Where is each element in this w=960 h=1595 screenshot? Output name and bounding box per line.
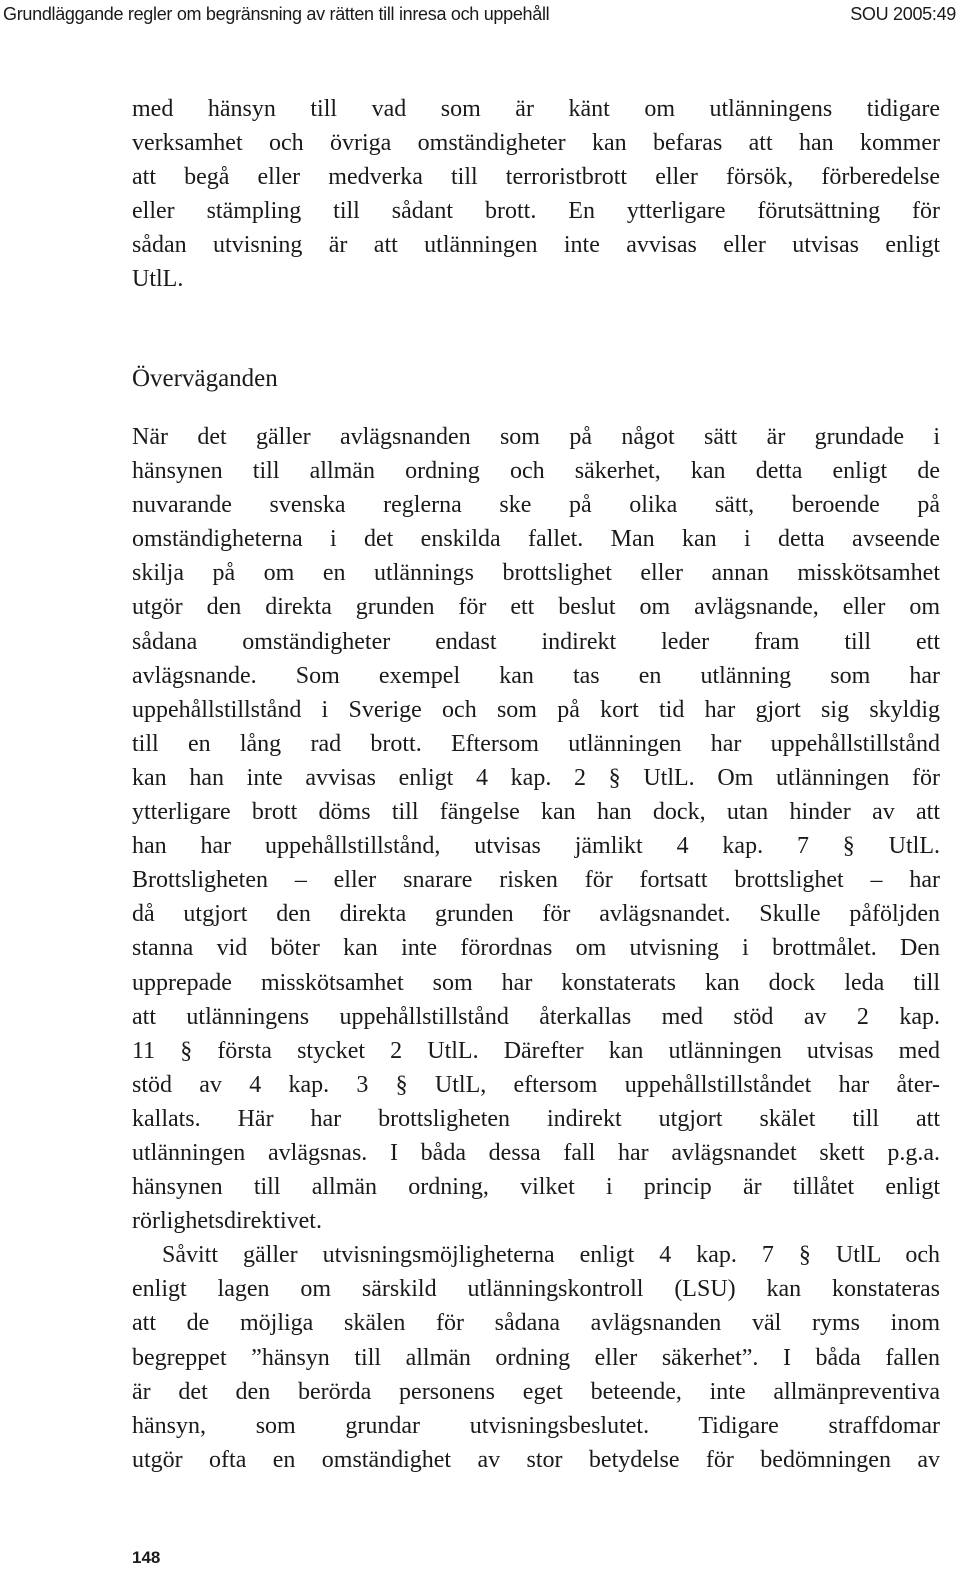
text-line: till en lång rad brott. Eftersom utlänningen har uppehållstillstånd [132,730,940,757]
text-line: hänsyn, som grundar utvisningsbeslutet. Tidigare straffdomar [132,1412,940,1439]
text-line: begreppet ”hänsyn till allmän ordning eller säkerhet”. I båda fallen [132,1344,940,1371]
text-line: enligt lagen om särskild utlänningskontroll (LSU) kan konstateras [132,1276,940,1303]
text-line: Såvitt gäller utvisningsmöjligheterna enligt 4 kap. 7 § UtlL och [162,1242,940,1269]
text-line: ytterligare brott döms till fängelse kan han dock, utan hinder av att [132,799,940,826]
text-line: Brottsligheten – eller snarare risken för fortsatt brottslighet – har [132,867,940,894]
text-line: hänsynen till allmän ordning, vilket i princip är tillåtet enligt [132,1174,940,1201]
section-heading: Överväganden [132,365,278,392]
text-line: utgör ofta en omständighet av stor betydelse för bedömningen av [132,1446,940,1473]
text-line: hänsynen till allmän ordning och säkerhet, kan detta enligt de [132,458,940,485]
text-line: upprepade misskötsamhet som har konstaterats kan dock leda till [132,969,940,996]
page-number: 148 [132,1548,161,1567]
text-line: att utlänningens uppehållstillstånd återkallas med stöd av 2 kap. [132,1003,940,1030]
text-line: nuvarande svenska reglerna ske på olika sätt, beroende på [132,492,940,519]
text-line: stöd av 4 kap. 3 § UtlL, eftersom uppehållstillståndet har åter- [132,1071,940,1098]
text-line: stanna vid böter kan inte förordnas om utvisning i brottmålet. Den [132,935,940,962]
text-line: skilja på om en utlännings brottslighet eller annan misskötsamhet [132,560,940,587]
text-line: att begå eller medverka till terroristbrott eller försök, förberedelse [132,164,940,191]
header-title: Grundläggande regler om begränsning av rätten till inresa och uppehåll [3,4,550,24]
text-line: är det den berörda personens eget beteende, inte allmänpreventiva [132,1378,940,1405]
text-line: sådan utvisning är att utlänningen inte avvisas eller utvisas enligt [132,232,940,259]
text-line: kan han inte avvisas enligt 4 kap. 2 § UtlL. Om utlänningen för [132,764,940,791]
text-line: utgör den direkta grunden för ett beslut om avlägsnande, eller om [132,594,940,621]
text-line: omständigheterna i det enskilda fallet. Man kan i detta avseende [132,526,940,553]
header-document-ref: SOU 2005:49 [850,4,956,24]
paragraph-2 [132,420,940,1477]
text-line: kallats. Här har brottsligheten indirekt utgjort skälet till att [132,1105,940,1132]
text-line: med hänsyn till vad som är känt om utlänningens tidigare [132,96,940,122]
text-line: När det gäller avlägsnanden som på något sätt är grundade i [132,424,940,450]
text-line: då utgjort den direkta grunden för avlägsnandet. Skulle påföljden [132,901,940,928]
text-line: sådana omständigheter endast indirekt leder fram till ett [132,628,940,655]
text-line: verksamhet och övriga omständigheter kan befaras att han kommer [132,130,940,157]
text-line: utlänningen avlägsnas. I båda dessa fall har avlägsnandet skett p.g.a. [132,1139,940,1166]
text-line: rörlighetsdirektivet. [132,1208,322,1235]
text-line: UtlL. [132,266,184,293]
text-line: att de möjliga skälen för sådana avlägsnanden väl ryms inom [132,1310,940,1337]
text-line: 11 § första stycket 2 UtlL. Därefter kan utlänningen utvisas med [132,1037,940,1064]
text-line: uppehållstillstånd i Sverige och som på kort tid har gjort sig skyldig [132,696,940,723]
text-line: han har uppehållstillstånd, utvisas jämlikt 4 kap. 7 § UtlL. [132,833,940,860]
running-header [3,4,956,30]
paragraph-1 [132,92,940,297]
text-line: eller stämpling till sådant brott. En ytterligare förutsättning för [132,198,940,225]
text-line: avlägsnande. Som exempel kan tas en utlänning som har [132,662,940,689]
